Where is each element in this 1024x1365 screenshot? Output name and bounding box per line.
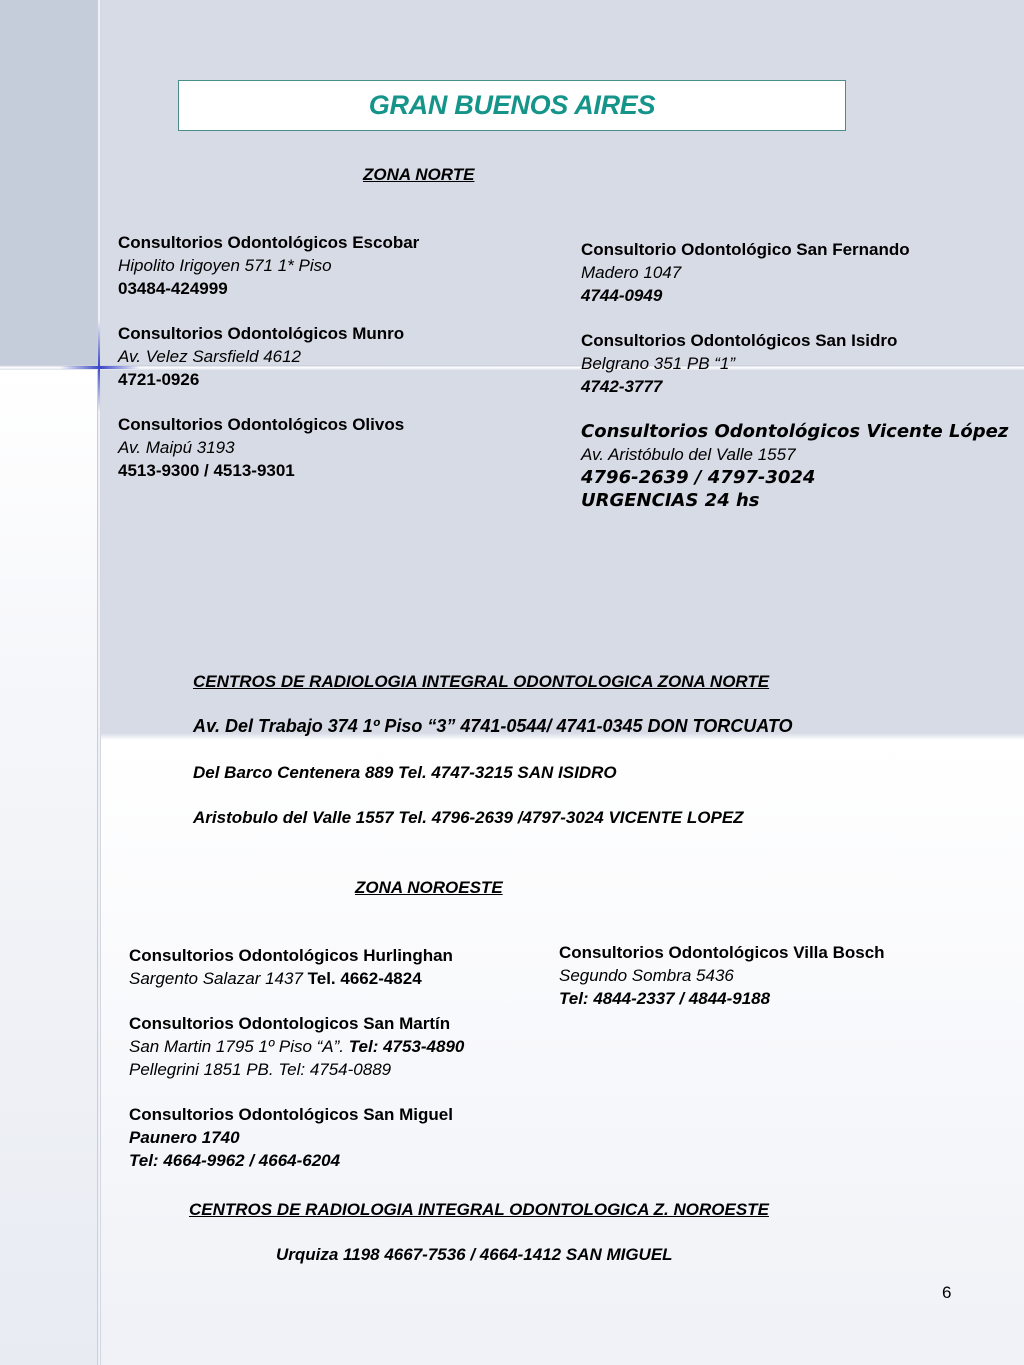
radiologia-norte-line: Del Barco Centenera 889 Tel. 4747-3215 SAN ISIDRO [193, 763, 617, 782]
zona-norte-heading: ZONA NORTE [363, 165, 475, 184]
radiologia-norte-line: Aristobulo del Valle 1557 Tel. 4796-2639 /4797-3024 VICENTE LOPEZ [193, 808, 744, 827]
radiologia-norte-line: Av. Del Trabajo 374 1º Piso “3” 4741-0544/ 4741-0345 DON TORCUATO [193, 716, 793, 736]
clinic-name: Consultorios Odontologicos San Martín [129, 1014, 451, 1033]
clinic-phone: 4721-0926 [118, 370, 200, 389]
clinic-name: Consultorios Odontológicos Vicente López [581, 421, 1009, 442]
clinic-name: Consultorios Odontológicos Olivos [118, 415, 405, 434]
clinic-address: San Martin 1795 1º Piso “A”. [129, 1037, 349, 1056]
zona-noroeste-heading: ZONA NOROESTE [355, 878, 503, 897]
clinic-phone: 4744-0949 [581, 286, 663, 305]
clinic-address: Madero 1047 [581, 263, 682, 282]
clinic-address: Av. Aristóbulo del Valle 1557 [581, 445, 796, 464]
clinic-address: Av. Velez Sarsfield 4612 [118, 347, 302, 366]
clinic-address: Sargento Salazar 1437 [129, 969, 308, 988]
radiologia-norte-heading: CENTROS DE RADIOLOGIA INTEGRAL ODONTOLOGICA ZONA NORTE [193, 672, 770, 691]
clinic-address: Paunero 1740 [129, 1128, 240, 1147]
clinic-address: Av. Maipú 3193 [118, 438, 235, 457]
radiologia-noroeste-line: Urquiza 1198 4667-7536 / 4664-1412 SAN MIGUEL [276, 1245, 673, 1264]
zona-norte-left-column [118, 231, 419, 482]
clinic-phone: 03484-424999 [118, 279, 228, 298]
zona-noroeste-right-column [559, 941, 885, 1010]
clinic-address: Belgrano 351 PB “1” [581, 354, 736, 373]
clinic-name: Consultorios Odontológicos Escobar [118, 233, 420, 252]
clinic-address: Hipolito Irigoyen 571 1* Piso [118, 256, 332, 275]
clinic-name: Consultorios Odontológicos Villa Bosch [559, 943, 885, 962]
clinic-phone: Tel: 4664-9962 / 4664-6204 [129, 1151, 341, 1170]
clinic-phone: 4796-2639 / 4797-3024 [581, 467, 816, 488]
clinic-name: Consultorio Odontológico San Fernando [581, 240, 910, 259]
title-box [178, 80, 846, 131]
vertical-divider [97, 0, 101, 1365]
clinic-phone: Tel: 4844-2337 / 4844-9188 [559, 989, 771, 1008]
page-title: GRAN BUENOS AIRES [368, 90, 656, 120]
clinic-name: Consultorios Odontológicos Munro [118, 324, 405, 343]
clinic-name: Consultorios Odontológicos San Miguel [129, 1105, 453, 1124]
clinic-phone: 4513-9300 / 4513-9301 [118, 461, 295, 480]
clinic-name: Consultorios Odontológicos San Isidro [581, 331, 898, 350]
clinic-urgencias: URGENCIAS 24 hs [581, 490, 760, 511]
radiologia-noroeste-heading: CENTROS DE RADIOLOGIA INTEGRAL ODONTOLOGICA Z. NOROESTE [189, 1200, 769, 1219]
clinic-address-secondary: Pellegrini 1851 PB. Tel: 4754-0889 [129, 1060, 392, 1079]
page-number: 6 [942, 1283, 952, 1302]
zona-norte-right-column [581, 238, 1008, 512]
clinic-name: Consultorios Odontológicos Hurlinghan [129, 946, 453, 965]
background-left [0, 368, 98, 1365]
clinic-phone: 4742-3777 [581, 377, 663, 396]
zona-noroeste-left-column [129, 944, 464, 1172]
clinic-phone: Tel: 4753-4890 [348, 1037, 465, 1056]
clinic-phone: Tel. 4662-4824 [307, 969, 422, 988]
clinic-address: Segundo Sombra 5436 [559, 966, 734, 985]
